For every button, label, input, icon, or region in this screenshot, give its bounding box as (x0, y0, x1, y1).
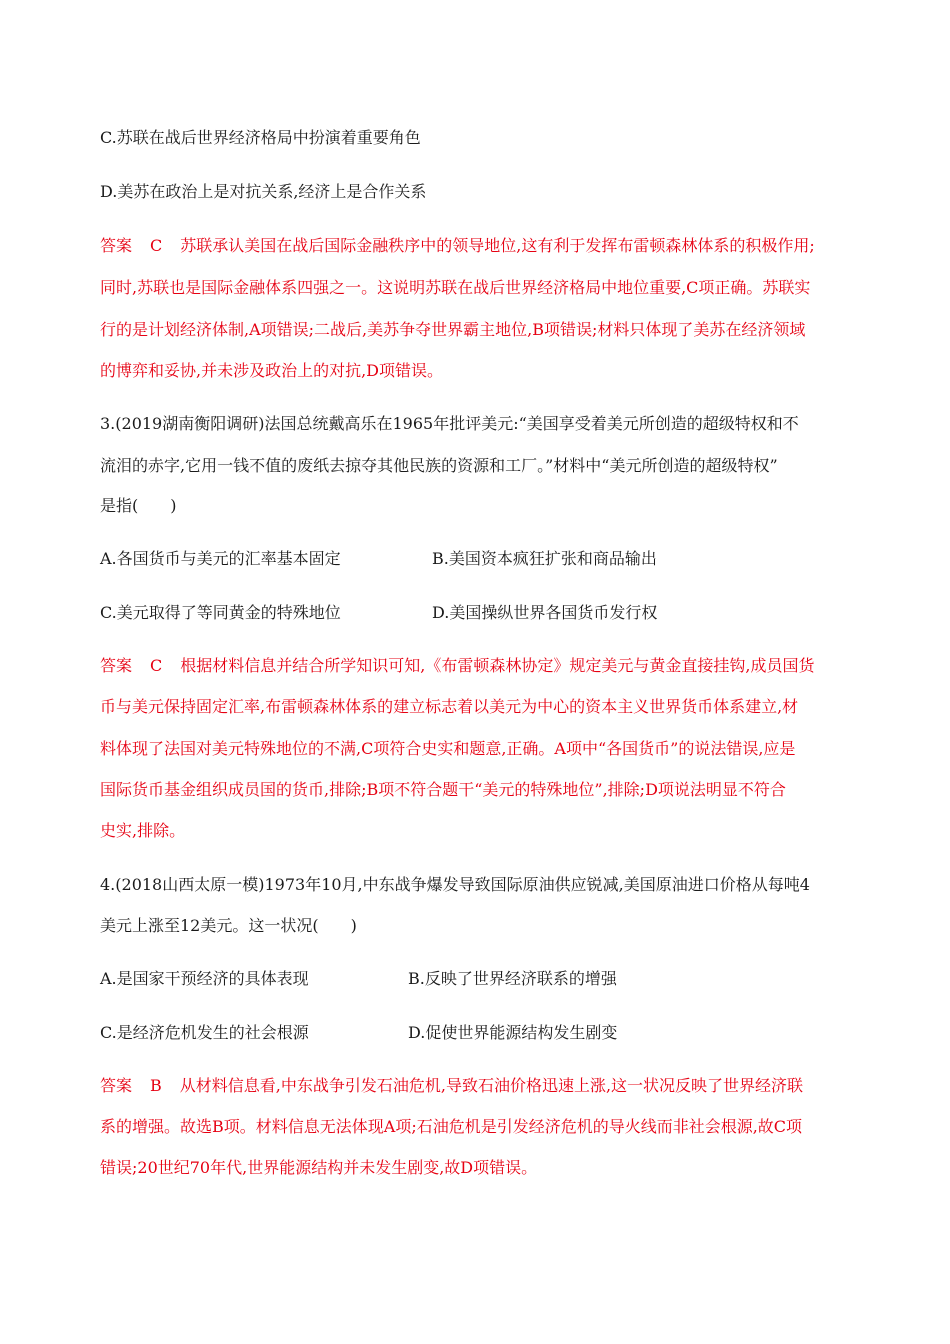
q3-stem-line-2: 流泪的赤字,它用一钱不值的废纸去掠夺其他民族的资源和工厂。”材料中“美元所创造的超级特权” (100, 456, 778, 475)
q2-answer-choice: C (150, 236, 163, 255)
q2-option-c: C.苏联在战后世界经济格局中扮演着重要角色 (100, 128, 421, 147)
q4-option-c: C.是经济危机发生的社会根源 (100, 1023, 309, 1042)
q4-stem-line-1: 4.(2018山西太原一模)1973年10月,中东战争爆发导致国际原油供应锐减,美国原油进口价格从每吨4 (100, 875, 810, 894)
q3-option-d: D.美国操纵世界各国货币发行权 (432, 603, 658, 622)
q4-answer-text: 从材料信息看,中东战争引发石油危机,导致石油价格迅速上涨,这一状况反映了世界经济联 (179, 1076, 804, 1095)
q4-answer-label: 答案 (100, 1076, 133, 1095)
q2-answer-text: 苏联承认美国在战后国际金融秩序中的领导地位,这有利于发挥布雷顿森林体系的积极作用; (180, 236, 815, 255)
q4-answer-choice: B (150, 1076, 162, 1095)
q2-answer-line-1 (100, 236, 815, 256)
q4-option-a: A.是国家干预经济的具体表现 (100, 969, 309, 988)
q3-answer-label: 答案 (100, 656, 133, 675)
q3-answer-line-1 (100, 656, 814, 676)
q3-stem-line-1: 3.(2019湖南衡阳调研)法国总统戴高乐在1965年批评美元:“美国享受着美元所创造的超级特权和不 (100, 414, 799, 433)
q2-answer-line-4: 的博弈和妥协,并未涉及政治上的对抗,D项错误。 (100, 361, 444, 380)
q4-stem-line-2: 美元上涨至12美元。这一状况( ) (100, 916, 357, 935)
q2-answer-line-3: 行的是计划经济体制,A项错误;二战后,美苏争夺世界霸主地位,B项错误;材料只体现了美苏在经济领域 (100, 320, 806, 339)
q2-answer-line-2: 同时,苏联也是国际金融体系四强之一。这说明苏联在战后世界经济格局中地位重要,C项正确。苏联实 (100, 278, 811, 297)
q4-answer-line-1 (100, 1076, 803, 1096)
q3-stem-line-3: 是指( ) (100, 496, 177, 515)
q2-answer-label: 答案 (100, 236, 133, 255)
q3-answer-text: 根据材料信息并结合所学知识可知,《布雷顿森林协定》规定美元与黄金直接挂钩,成员国货 (180, 656, 815, 675)
q3-option-c: C.美元取得了等同黄金的特殊地位 (100, 603, 341, 622)
q3-answer-choice: C (150, 656, 163, 675)
q4-answer-line-3: 错误;20世纪70年代,世界能源结构并未发生剧变,故D项错误。 (100, 1158, 538, 1177)
q3-answer-line-3: 料体现了法国对美元特殊地位的不满,C项符合史实和题意,正确。A项中“各国货币”的说法错误,应是 (100, 739, 796, 758)
q4-answer-line-2: 系的增强。故选B项。材料信息无法体现A项;石油危机是引发经济危机的导火线而非社会根源,故C项 (100, 1117, 803, 1136)
q2-option-d: D.美苏在政治上是对抗关系,经济上是合作关系 (100, 182, 427, 201)
q3-answer-line-4: 国际货币基金组织成员国的货币,排除;B项不符合题干“美元的特殊地位”,排除;D项说法明显不符合 (100, 780, 786, 799)
q3-answer-line-5: 史实,排除。 (100, 821, 186, 840)
q3-answer-line-2: 币与美元保持固定汇率,布雷顿森林体系的建立标志着以美元为中心的资本主义世界货币体系建立,材 (100, 697, 799, 716)
q3-option-a: A.各国货币与美元的汇率基本固定 (100, 549, 341, 568)
q4-option-d: D.促使世界能源结构发生剧变 (408, 1023, 618, 1042)
q4-option-b: B.反映了世界经济联系的增强 (408, 969, 617, 988)
q3-option-b: B.美国资本疯狂扩张和商品输出 (432, 549, 657, 568)
